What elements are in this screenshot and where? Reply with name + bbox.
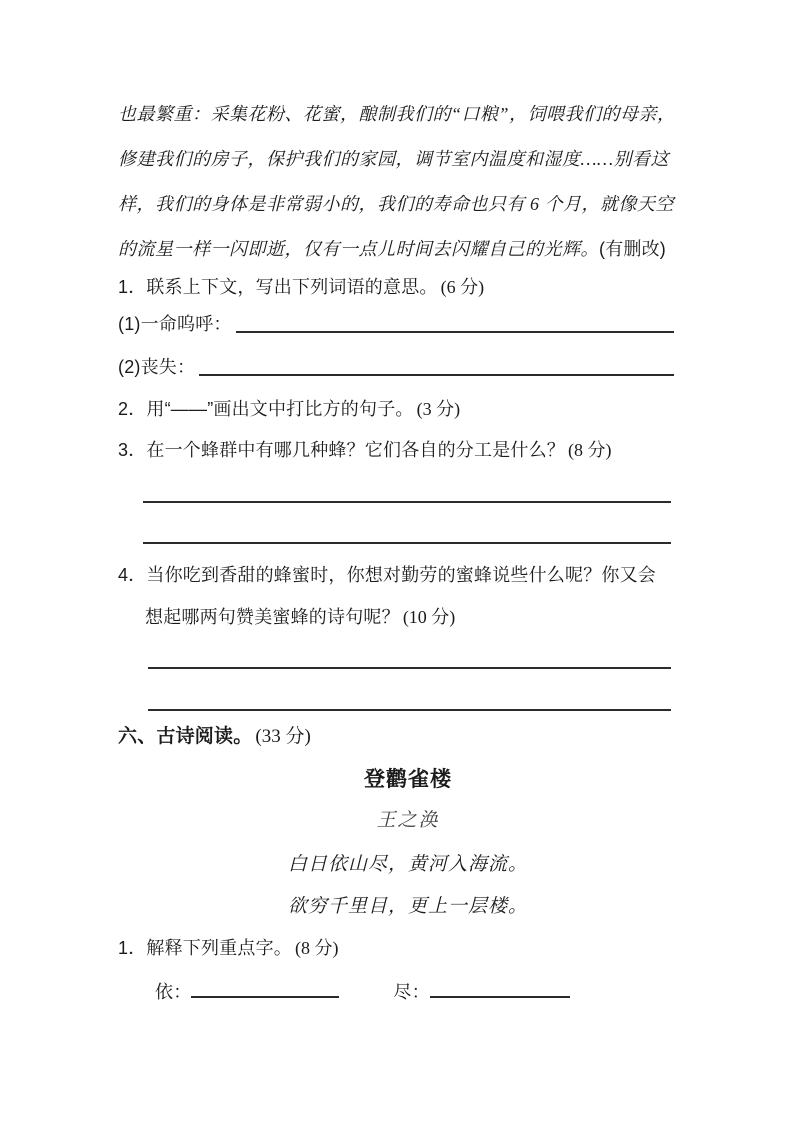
question-3-score: (8 分) xyxy=(568,440,612,460)
question-4-line-2-text: 想起哪两句赞美蜜蜂的诗句呢？ xyxy=(145,607,400,627)
poem-question-1-score: (8 分) xyxy=(295,938,339,958)
question-4-line-1: 4．当你吃到香甜的蜂蜜时，你想对勤劳的蜜蜂说些什么呢？你又会 xyxy=(118,565,657,585)
passage-line-4 xyxy=(118,239,666,261)
answer-blank-q4-1 xyxy=(148,667,671,669)
question-1-score: (6 分) xyxy=(440,277,485,297)
poem-line-2: 欲穷千里目，更上一层楼。 xyxy=(287,896,528,917)
answer-blank-q4-2 xyxy=(148,709,671,711)
question-3-text: 3．在一个蜂群中有哪几种蜂？它们各自的分工是什么？ xyxy=(118,440,566,460)
answer-blank-q1-2 xyxy=(199,357,674,376)
answer-blank-q3-2 xyxy=(143,542,671,544)
section-6-score: (33 分) xyxy=(255,726,311,747)
passage-edit-note: (有删改) xyxy=(599,239,666,259)
poem-author: 王之涣 xyxy=(376,810,440,831)
question-2 xyxy=(118,399,460,421)
question-2-score: (3 分) xyxy=(416,399,461,419)
poem-terms-row xyxy=(155,982,570,1004)
section-6-header xyxy=(118,726,311,749)
question-4-score: (10 分) xyxy=(402,607,456,627)
answer-blank-term-jin xyxy=(430,996,570,998)
question-2-text: 2．用“——”画出文中打比方的句子。 xyxy=(118,399,414,419)
answer-blank-term-yi xyxy=(191,996,339,998)
question-1-sub-2-label: (2)丧失： xyxy=(118,357,196,377)
passage-line-1: 也最繁重：采集花粉、花蜜，酿制我们的“口粮”，饲喂我们的母亲， xyxy=(118,104,676,124)
term-yi-label: 依： xyxy=(155,982,192,1002)
question-4-line-2 xyxy=(145,607,455,629)
passage-line-4-text: 的流星一样一闪即逝，仅有一点儿时间去闪耀自己的光辉。 xyxy=(118,239,599,259)
passage-line-3: 样，我们的身体是非常弱小的，我们的寿命也只有 6 个月，就像天空 xyxy=(118,194,674,214)
poem-question-1-text: 1．解释下列重点字。 xyxy=(118,938,293,958)
term-jin-label: 尽： xyxy=(393,982,430,1002)
question-1 xyxy=(118,277,484,299)
passage-line-2: 修建我们的房子，保护我们的家园，调节室内温度和湿度……别看这 xyxy=(118,149,670,169)
question-1-sub-2 xyxy=(118,357,674,379)
question-1-sub-1-label: (1)一命呜呼： xyxy=(118,314,232,334)
poem-question-1 xyxy=(118,938,339,960)
question-1-text: 1．联系上下文，写出下列词语的意思。 xyxy=(118,277,438,297)
question-3 xyxy=(118,440,612,462)
poem-title: 登鹳雀楼 xyxy=(364,768,452,791)
section-6-title: 六、古诗阅读。 xyxy=(118,726,253,747)
answer-blank-q1-1 xyxy=(236,314,674,333)
answer-blank-q3-1 xyxy=(143,501,671,503)
poem-line-1: 白日依山尽，黄河入海流。 xyxy=(287,854,528,875)
question-1-sub-1 xyxy=(118,314,674,336)
